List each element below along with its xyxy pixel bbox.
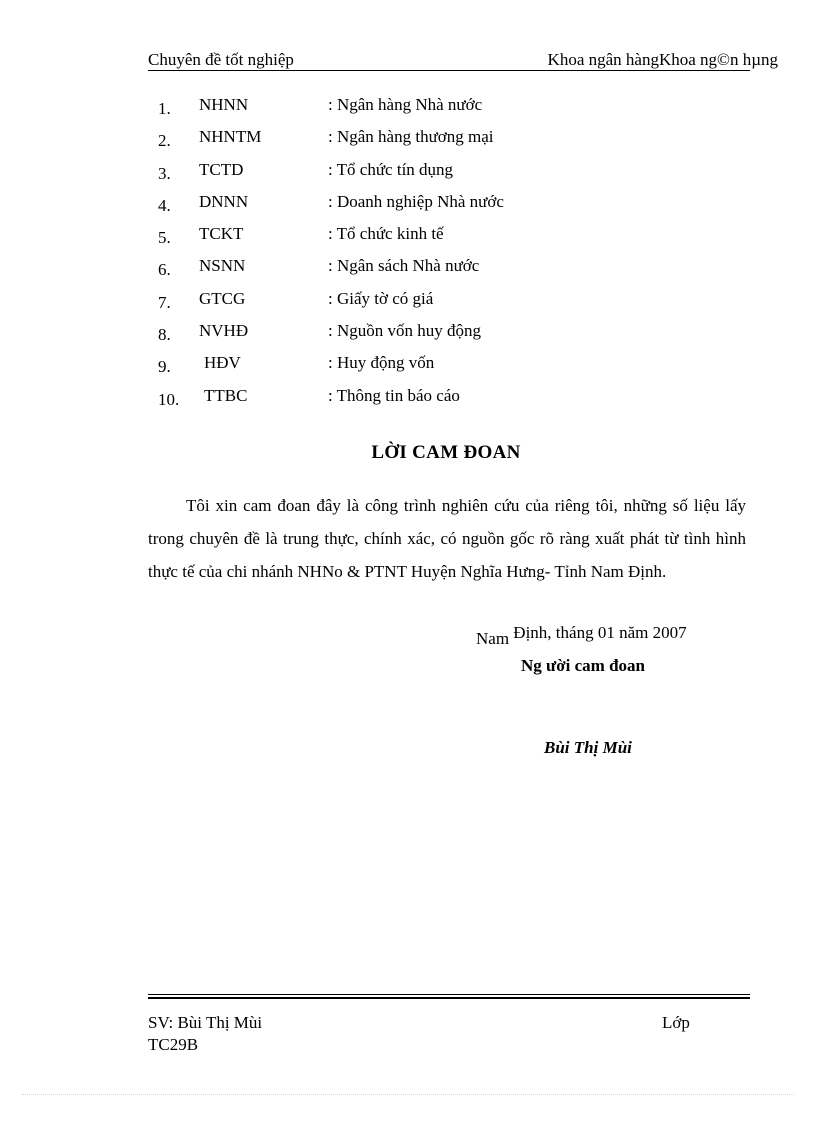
- abbreviation-meaning: : Ngân sách Nhà nước: [328, 256, 480, 276]
- abbreviation-code: DNNN: [199, 191, 249, 211]
- abbreviation-code: TCTD: [199, 159, 244, 179]
- abbreviation-number: 7.: [158, 292, 171, 312]
- abbreviation-number: 10.: [158, 389, 180, 409]
- abbreviation-code: TCKT: [199, 224, 244, 244]
- abbreviation-code: TTBC: [204, 385, 248, 405]
- abbreviation-code: GTCG: [199, 288, 246, 308]
- header-right-text: Khoa ngân hàngKhoa ng©n hµng: [547, 50, 778, 69]
- abbreviation-number: 8.: [158, 325, 171, 345]
- abbreviation-number: 1.: [158, 99, 171, 118]
- footer-class-code: TC29B: [148, 1035, 199, 1054]
- page-edge-divider: [22, 1094, 794, 1095]
- abbreviation-number: 5.: [158, 228, 171, 248]
- abbreviation-number: 6.: [158, 260, 171, 280]
- footer-class-label: Lớp: [662, 1013, 690, 1032]
- abbreviation-meaning: : Huy động vốn: [328, 353, 435, 373]
- header-left-text: Chuyên đề tốt nghiệp: [148, 50, 294, 69]
- abbreviation-code: NHNTM: [199, 127, 262, 147]
- footer-student: SV: Bùi Thị Mùi: [148, 1013, 263, 1032]
- page-header: [148, 50, 778, 71]
- abbreviation-meaning: : Doanh nghiệp Nhà nước: [328, 191, 504, 211]
- abbreviation-meaning: : Ngân hàng Nhà nước: [328, 95, 483, 114]
- abbreviation-code: NHNN: [199, 95, 249, 114]
- date-text: Định, tháng 01 năm 2007: [509, 623, 687, 642]
- abbreviation-code: NVHĐ: [199, 321, 249, 341]
- abbreviation-meaning: : Nguồn vốn huy động: [328, 321, 481, 341]
- abbreviation-meaning: : Ngân hàng thương mại: [328, 127, 494, 147]
- abbreviation-number: 2.: [158, 131, 171, 151]
- declaration-title: LỜI CAM ĐOAN: [371, 442, 521, 463]
- place-text: Nam: [476, 629, 510, 648]
- signer-name: Bùi Thị Mùi: [544, 738, 632, 757]
- footer-divider-thick: [148, 997, 750, 999]
- abbreviation-meaning: : Thông tin báo cáo: [328, 385, 460, 405]
- abbreviation-meaning: : Tổ chức kinh tế: [328, 224, 444, 244]
- abbreviation-meaning: : Giấy tờ có giá: [328, 288, 434, 308]
- abbreviation-number: 4.: [158, 195, 171, 215]
- place-date: [476, 623, 687, 648]
- abbreviation-number: 9.: [158, 357, 171, 377]
- declaration-body: Tôi xin cam đoan đây là công trình nghiên cứu của riêng tôi, những số liệu lấy trong chuyên đề là trung thực, chính xác, có nguồn gốc rõ ràng xuất phát từ tình hình thực tế của chi nhánh NHNo & PTNT Huyện Nghĩa Hưng- Tỉnh Nam Định.: [148, 496, 746, 581]
- signer-label: Ng ười cam đoan: [521, 656, 645, 675]
- abbreviation-code: HĐV: [204, 353, 241, 373]
- abbreviation-number: 3.: [158, 163, 171, 183]
- footer-divider: [148, 994, 750, 995]
- abbreviation-code: NSNN: [199, 256, 246, 276]
- abbreviation-meaning: : Tổ chức tín dụng: [328, 159, 454, 179]
